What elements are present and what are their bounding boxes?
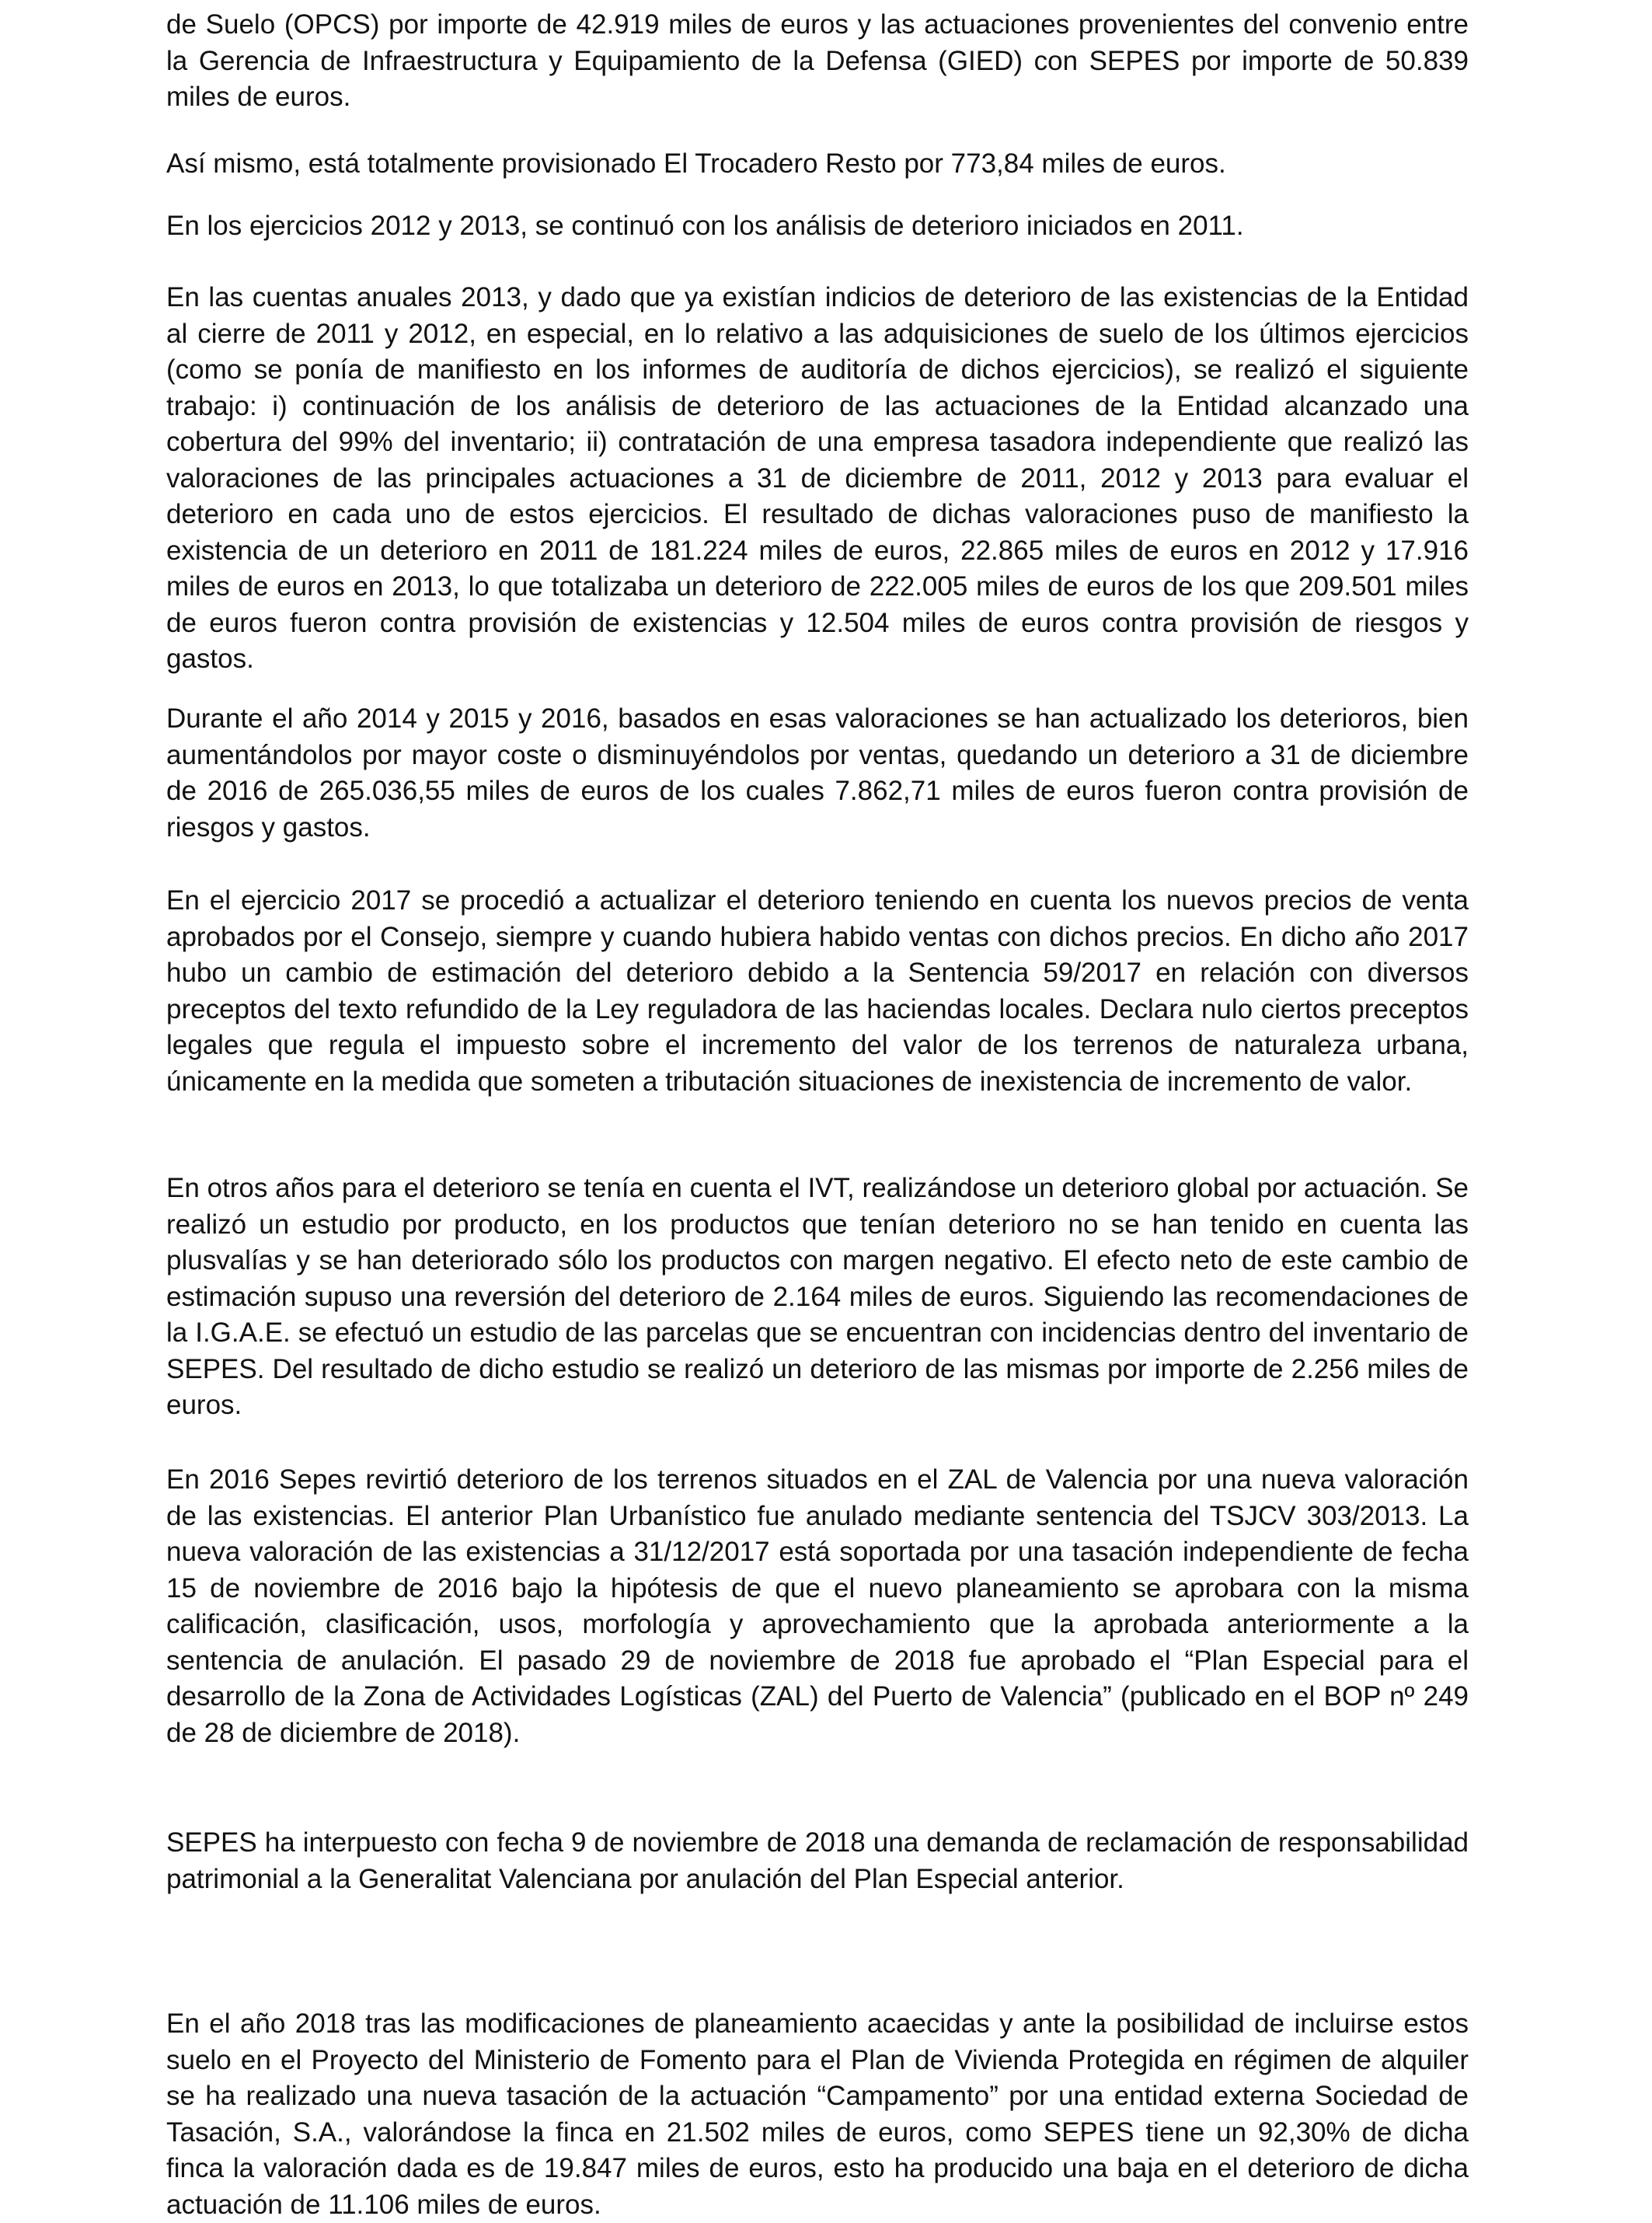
paragraph-2014-2016: Durante el año 2014 y 2015 y 2016, basados en esas valoraciones se han actualizado los deterioros, bien aumentándolos por mayor coste o disminuyéndolos por ventas, quedando un deterioro a 31 de diciembre de 2016 de 265.036,55 miles de euros de los cuales 7.862,71 miles de euros fueron contra provisión de riesgos y gastos. (166, 703, 1469, 843)
paragraph-otros-anos: En otros años para el deterioro se tenía en cuenta el IVT, realizándose un deterioro global por actuación. Se realizó un estudio por producto, en los productos que tenían deterioro no se han tenido en cuenta las plusvalías y se han deteriorado sólo los productos con margen negativo. El efecto neto de este cambio de estimación supuso una reversión del deterioro de 2.164 miles de euros. Siguiendo las recomendaciones de la I.G.A.E. se efectuó un estudio de las parcelas que se encuentran con incidencias dentro del inventario de SEPES. Del resultado de dicho estudio se realizó un deterioro de las mismas por importe de 2.256 miles de euros. (166, 1173, 1469, 1420)
document-page (166, 0, 1469, 2220)
paragraph-opcs-gied: de Suelo (OPCS) por importe de 42.919 miles de euros y las actuaciones provenientes del convenio entre la Gerencia de Infraestructura y Equipamiento de la Defensa (GIED) con SEPES por importe de 50.839 miles de euros. (166, 9, 1469, 112)
paragraph-demanda: SEPES ha interpuesto con fecha 9 de noviembre de 2018 una demanda de reclamación de responsabilidad patrimonial a la Generalitat Valenciana por anulación del Plan Especial anterior. (166, 1827, 1469, 1894)
paragraph-cuentas-anuales-2013: En las cuentas anuales 2013, y dado que ya existían indicios de deterioro de las existencias de la Entidad al cierre de 2011 y 2012, en especial, en lo relativo a las adquisiciones de suelo de los últimos ejercicios (como se ponía de manifiesto en los informes de auditoría de dichos ejercicios), se realizó el siguiente trabajo: i) continuación de los análisis de deterioro de las actuaciones de la Entidad alcanzado una cobertura del 99% del inventario; ii) contratación de una empresa tasadora independiente que realizó las valoraciones de las principales actuaciones a 31 de diciembre de 2011, 2012 y 2013 para evaluar el deterioro en cada uno de estos ejercicios. El resultado de dichas valoraciones puso de manifiesto la existencia de un deterioro en 2011 de 181.224 miles de euros, 22.865 miles de euros en 2012 y 17.916 miles de euros en 2013, lo que totalizaba un deterioro de 222.005 miles de euros de los que 209.501 miles de euros fueron contra provisión de existencias y 12.504 miles de euros contra provisión de riesgos y gastos. (166, 282, 1469, 674)
paragraph-zal-valencia: En 2016 Sepes revirtió deterioro de los terrenos situados en el ZAL de Valencia por una nueva valoración de las existencias. El anterior Plan Urbanístico fue anulado mediante sentencia del TSJCV 303/2013. La nueva valoración de las existencias a 31/12/2017 está soportada por una tasación independiente de fecha 15 de noviembre de 2016 bajo la hipótesis de que el nuevo planeamiento se aprobara con la misma calificación, clasificación, usos, morfología y aprovechamiento que la aprobada anteriormente a la sentencia de anulación. El pasado 29 de noviembre de 2018 fue aprobado el “Plan Especial para el desarrollo de la Zona de Actividades Logísticas (ZAL) del Puerto de Valencia” (publicado en el BOP nº 249 de 28 de diciembre de 2018). (166, 1464, 1469, 1748)
paragraph-trocadero: Así mismo, está totalmente provisionado El Trocadero Resto por 773,84 miles de euros. (166, 148, 1226, 179)
paragraph-campamento: En el año 2018 tras las modificaciones de planeamiento acaecidas y ante la posibilidad de incluirse estos suelo en el Proyecto del Ministerio de Fomento para el Plan de Vivienda Protegida en régimen de alquiler se ha realizado una nueva tasación de la actuación “Campamento” por una entidad externa Sociedad de Tasación, S.A., valorándose la finca en 21.502 miles de euros, como SEPES tiene un 92,30% de dicha finca la valoración dada es de 19.847 miles de euros, esto ha producido una baja en el deterioro de dicha actuación de 11.106 miles de euros. (166, 2008, 1469, 2220)
paragraph-ejercicios-2012-2013: En los ejercicios 2012 y 2013, se continuó con los análisis de deterioro iniciados en 2011. (166, 211, 1244, 241)
paragraph-ejercicio-2017: En el ejercicio 2017 se procedió a actualizar el deterioro teniendo en cuenta los nuevos precios de venta aprobados por el Consejo, siempre y cuando hubiera habido ventas con dichos precios. En dicho año 2017 hubo un cambio de estimación del deterioro debido a la Sentencia 59/2017 en relación con diversos preceptos del texto refundido de la Ley reguladora de las haciendas locales. Declara nulo ciertos preceptos legales que regula el impuesto sobre el incremento del valor de los terrenos de naturaleza urbana, únicamente en la medida que someten a tributación situaciones de inexistencia de incremento de valor. (166, 885, 1469, 1097)
